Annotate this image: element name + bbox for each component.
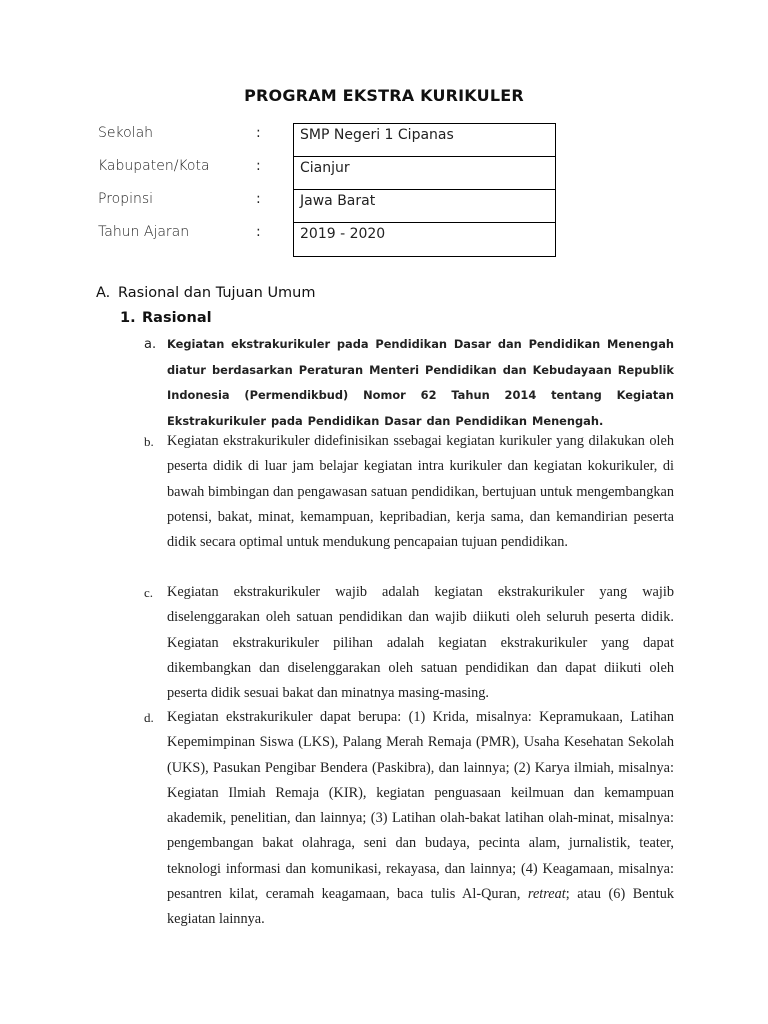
- list-item-b: Kegiatan ekstrakurikuler didefinisikan ssebagai kegiatan kurikuler yang dilakukan oleh peserta didik di luar jam belajar kegiatan intra kurikuler dan kegiatan kokurikuler, di bawah bimbingan dan pengawasan satuan pendidikan, bertujuan untuk mengembangkan potensi, bakat, minat, kemampuan, kepribadian, kerja sama, dan kemandirian peserta didik secara optimal untuk mendukung pencapaian tujuan pendidikan.: [167, 433, 674, 551]
- info-label-tahun-ajaran: Tahun Ajaran: [98, 224, 190, 240]
- info-value-kabupaten: Cianjur: [294, 157, 555, 190]
- info-colon: :: [256, 158, 261, 174]
- list-item-c: Kegiatan ekstrakurikuler wajib adalah kegiatan ekstrakurikuler yang wajib diselenggarakan oleh satuan pendidikan dan wajib diikuti oleh seluruh peserta didik. Kegiatan ekstrakurikuler pilihan adalah kegiatan ekstrakurikuler yang dapat dikembangkan dan diselenggarakan oleh satuan pendidikan dan dapat diikuti oleh peserta didik sesuai bakat dan minatnya masing-masing.: [167, 584, 674, 702]
- info-value-sekolah: SMP Negeri 1 Cipanas: [294, 124, 555, 157]
- list-marker-d: d.: [144, 710, 154, 725]
- section-number: A.: [96, 285, 111, 301]
- info-value-table: [293, 123, 556, 257]
- list-item-d-italic: retreat: [527, 886, 566, 903]
- info-label-sekolah: Sekolah: [98, 125, 154, 141]
- list-item-d-text-end: ; atau (6) Bentuk kegiatan lainnya.: [167, 886, 675, 928]
- info-colon: :: [256, 224, 261, 240]
- info-value-propinsi: Jawa Barat: [294, 190, 555, 223]
- list-item-d-text: Kegiatan ekstrakurikuler dapat berupa: (1) Krida, misalnya: Kepramukaan, Latihan Kepemimpinan Siswa (LKS), Palang Merah Remaja (PMR), Usaha Kesehatan Sekolah (UKS), Pasukan Pengibar Bendera (Paskibra), dan lainnya; (2) Karya ilmiah, misalnya: Kegiatan Ilmiah Remaja (KIR), kegiatan penguasaan keilmuan dan kemampuan akademik, penelitian, dan lainnya; (3) Latihan olah-bakat latihan olah-minat, misalnya: pengembangan bakat olahraga, seni dan budaya, pecinta alam, jurnalistik, teater, teknologi informasi dan komunikasi, rekayasa, dan lainnya; (4) Keagamaan, misalnya: pesantren kilat, ceramah keagamaan, baca tulis Al-Quran,: [167, 709, 674, 903]
- list-marker-b: b.: [144, 434, 154, 449]
- info-colon: :: [256, 191, 261, 207]
- info-label-propinsi: Propinsi: [98, 191, 154, 207]
- section-heading: [96, 285, 316, 301]
- list-item-a: Kegiatan ekstrakurikuler pada Pendidikan Dasar dan Pendidikan Menengah diatur berdasarkan Peraturan Menteri Pendidikan dan Kebudayaan Republik Indonesia (Permendikbud) Nomor 62 Tahun 2014 tentang Kegiatan Ekstrakurikuler pada Pendidikan Dasar dan Pendidikan Menengah.: [167, 337, 674, 428]
- subsection-number: 1.: [120, 310, 136, 326]
- info-value-tahun-ajaran: 2019 - 2020: [300, 226, 386, 242]
- list-marker-a: a.: [144, 337, 157, 352]
- document-title: PROGRAM EKSTRA KURIKULER: [244, 86, 524, 105]
- info-label-kabupaten: Kabupaten/Kota: [98, 158, 210, 174]
- info-colon: :: [256, 125, 261, 141]
- section-title: Rasional dan Tujuan Umum: [118, 285, 316, 301]
- list-item-d: [167, 705, 674, 933]
- subsection-heading: [120, 310, 212, 326]
- list-marker-c: c.: [144, 585, 154, 600]
- subsection-title: Rasional: [142, 310, 212, 326]
